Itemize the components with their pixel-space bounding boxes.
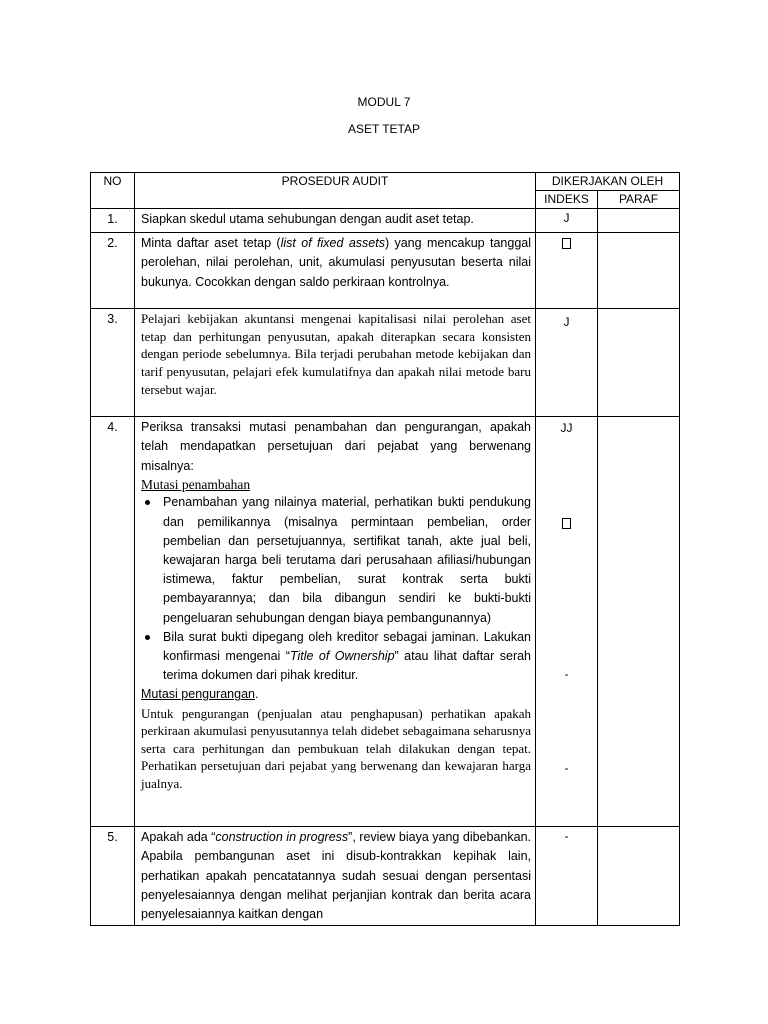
list-item: Penambahan yang nilainya material, perhatikan bukti pendukung dan pemilikannya (misalnya permintaan pembelian, order pembelian dan persetujuannya, sertifikat tanah, akte jual beli, kewajaran harga beli terutama dari perusahaan afiliasi/hubungan istimewa, faktur pembelian, surat kontrak serta bukti pembayarannya; dan bila dibangun sendiri ke bukti-bukti pengeluaran sehubungan dengan biaya pembangunannya) bbox=[141, 493, 531, 627]
column-header-done-by: DIKERJAKAN OLEH bbox=[536, 173, 680, 191]
index-marker bbox=[536, 513, 597, 532]
row-number: 1. bbox=[91, 209, 135, 233]
table-row bbox=[91, 309, 680, 417]
italic-term: construction in progress bbox=[215, 830, 349, 845]
index-marker: - bbox=[564, 667, 569, 682]
table-row bbox=[91, 209, 680, 233]
initial-cell bbox=[598, 209, 680, 233]
initial-cell bbox=[598, 417, 680, 827]
list-item: Bila surat bukti dipegang oleh kreditor sebagai jaminan. Lakukan konfirmasi mengenai “Title of Ownership” atau lihat daftar serah terima dokumen dari pihak kreditur. bbox=[141, 628, 531, 686]
procedure-text: Pelajari kebijakan akuntansi mengenai kapitalisasi nilai perolehan aset tetap dan perhitungan penyusutan, apakah diterapkan secara konsisten dengan periode sebelumnya. Bila terjadi perubahan metode kebijakan dan tarif penyusutan, pelajari efek kumulatifnya dan apakah nilai metode baru tersebut wajar. bbox=[135, 309, 536, 417]
procedure-text: Minta daftar aset tetap (list of fixed assets) yang mencakup tanggal perolehan, nilai perolehan, unit, akumulasi penyusutan beserta nilai bukunya. Cocokkan dengan saldo perkiraan kontrolnya. bbox=[135, 233, 536, 309]
index-cell bbox=[536, 417, 598, 827]
table-row bbox=[91, 827, 680, 926]
procedure-text: Apakah ada “construction in progress”, review biaya yang dibebankan. Apabila pembangunan aset ini disub-kontrakkan kepihak lain, perhatikan apakah pencatatannya sudah sesuai dengan persentasi penyelesaiannya dengan melihat perjanjian kontrak dan berita acara penyelesaiannya kaitkan dengan bbox=[135, 827, 536, 926]
procedure-intro: Periksa transaksi mutasi penambahan dan pengurangan, apakah telah mendapatkan persetujuan dari pejabat yang berwenang misalnya: bbox=[141, 420, 531, 473]
audit-procedure-table bbox=[90, 172, 680, 926]
empty-box-icon bbox=[562, 238, 571, 249]
bullet-list bbox=[141, 493, 531, 685]
column-header-index: INDEKS bbox=[536, 191, 598, 209]
row-number: 3. bbox=[91, 309, 135, 417]
module-title: MODUL 7 bbox=[357, 95, 411, 109]
subheading-additions: Mutasi penambahan bbox=[141, 476, 251, 492]
module-subtitle: ASET TETAP bbox=[347, 122, 421, 136]
column-header-procedure: PROSEDUR AUDIT bbox=[135, 173, 536, 209]
subheading-reductions: Mutasi pengurangan. bbox=[141, 687, 259, 702]
procedure-text bbox=[135, 417, 536, 827]
index-marker: JJ bbox=[560, 421, 573, 436]
row-number: 4. bbox=[91, 417, 135, 827]
empty-box-icon bbox=[562, 518, 571, 529]
index-cell: - bbox=[536, 827, 598, 926]
bullet-icon bbox=[145, 635, 150, 640]
index-marker: - bbox=[564, 761, 569, 776]
column-header-no: NO bbox=[91, 173, 135, 209]
procedure-closing: Untuk pengurangan (penjualan atau penghapusan) perhatikan apakah perkiraan akumulasi penyusutannya telah didebet sebagaimana seharusnya serta cara perhitungan dan pembukuan telah dilakukan dengan tepat. Perhatikan persetujuan dari pejabat yang berwenang dan kewajaran harga jualnya. bbox=[141, 705, 531, 792]
index-cell: J bbox=[536, 209, 598, 233]
column-header-initial: PARAF bbox=[598, 191, 680, 209]
procedure-text: Siapkan skedul utama sehubungan dengan audit aset tetap. bbox=[135, 209, 536, 233]
initial-cell bbox=[598, 233, 680, 309]
table-row bbox=[91, 233, 680, 309]
initial-cell bbox=[598, 309, 680, 417]
row-number: 2. bbox=[91, 233, 135, 309]
italic-term: Title of Ownership bbox=[289, 649, 395, 664]
index-cell: J bbox=[536, 309, 598, 417]
row-number: 5. bbox=[91, 827, 135, 926]
table-row bbox=[91, 417, 680, 827]
index-cell bbox=[536, 233, 598, 309]
initial-cell bbox=[598, 827, 680, 926]
bullet-icon bbox=[145, 500, 150, 505]
italic-term: list of fixed assets bbox=[280, 236, 385, 251]
table-header-row bbox=[91, 173, 680, 191]
